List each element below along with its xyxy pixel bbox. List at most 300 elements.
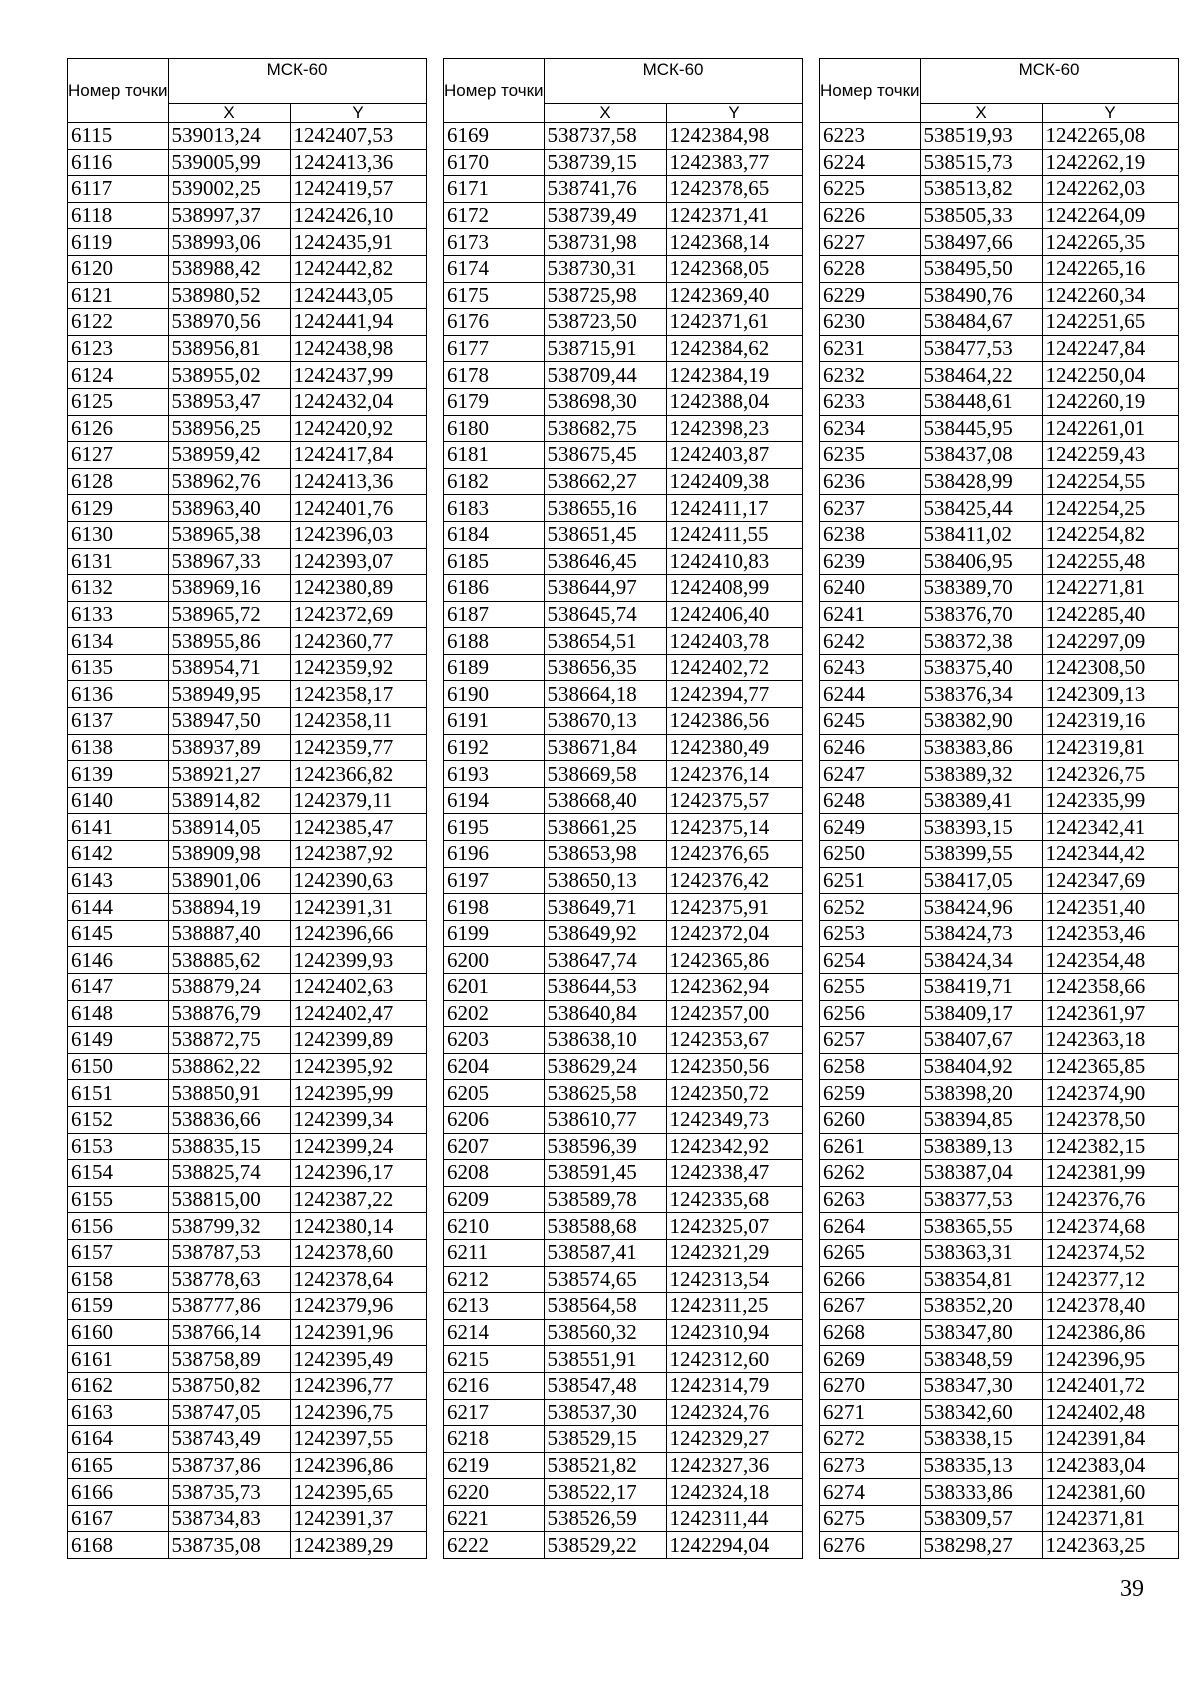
x-coordinate-cell: 538885,62 (168, 947, 290, 974)
y-coordinate-cell: 1242365,86 (666, 947, 802, 974)
point-number-cell: 6171 (444, 176, 545, 203)
y-coordinate-cell: 1242366,82 (290, 761, 426, 788)
y-coordinate-cell: 1242319,81 (1042, 734, 1178, 761)
table-row (444, 1399, 803, 1426)
x-coordinate-cell: 538298,27 (920, 1532, 1042, 1559)
table-row (444, 495, 803, 522)
table-row (68, 1372, 427, 1399)
table-row (820, 1505, 1179, 1532)
table-row (444, 149, 803, 176)
y-coordinate-cell: 1242391,31 (290, 894, 426, 921)
table-row (444, 894, 803, 921)
x-coordinate-cell: 538750,82 (168, 1372, 290, 1399)
x-coordinate-cell: 538363,31 (920, 1239, 1042, 1266)
x-coordinate-cell: 538872,75 (168, 1027, 290, 1054)
table-row (68, 1505, 427, 1532)
y-coordinate-cell: 1242262,03 (1042, 176, 1178, 203)
x-coordinate-cell: 538644,53 (544, 974, 666, 1001)
y-coordinate-cell: 1242386,86 (1042, 1319, 1178, 1346)
x-coordinate-cell: 538411,02 (920, 521, 1042, 548)
point-number-cell: 6158 (68, 1266, 169, 1293)
y-coordinate-cell: 1242271,81 (1042, 575, 1178, 602)
x-coordinate-cell: 538862,22 (168, 1053, 290, 1080)
x-coordinate-cell: 538389,13 (920, 1133, 1042, 1160)
x-coordinate-cell: 538342,60 (920, 1399, 1042, 1426)
y-coordinate-cell: 1242372,04 (666, 920, 802, 947)
y-coordinate-cell: 1242376,14 (666, 761, 802, 788)
table-row (820, 1293, 1179, 1320)
point-number-cell: 6262 (820, 1160, 921, 1187)
y-coordinate-cell: 1242402,48 (1042, 1399, 1178, 1426)
y-coordinate-cell: 1242321,29 (666, 1239, 802, 1266)
table-row (444, 123, 803, 150)
y-coordinate-cell: 1242347,69 (1042, 867, 1178, 894)
x-coordinate-cell: 538654,51 (544, 628, 666, 655)
point-number-cell: 6179 (444, 388, 545, 415)
x-coordinate-cell: 538747,05 (168, 1399, 290, 1426)
x-coordinate-cell: 538547,48 (544, 1372, 666, 1399)
point-number-cell: 6123 (68, 335, 169, 362)
point-number-cell: 6148 (68, 1000, 169, 1027)
point-number-cell: 6251 (820, 867, 921, 894)
x-coordinate-cell: 538962,76 (168, 468, 290, 495)
point-number-cell: 6189 (444, 654, 545, 681)
y-coordinate-cell: 1242410,83 (666, 548, 802, 575)
y-coordinate-cell: 1242368,05 (666, 255, 802, 282)
y-coordinate-cell: 1242365,85 (1042, 1053, 1178, 1080)
x-coordinate-cell: 538537,30 (544, 1399, 666, 1426)
point-number-cell: 6155 (68, 1186, 169, 1213)
y-coordinate-cell: 1242329,27 (666, 1426, 802, 1453)
table-row (444, 708, 803, 735)
point-number-cell: 6139 (68, 761, 169, 788)
table-row (820, 1479, 1179, 1506)
x-coordinate-cell: 538670,13 (544, 708, 666, 735)
point-number-cell: 6241 (820, 601, 921, 628)
table-row (444, 681, 803, 708)
y-coordinate-cell: 1242371,81 (1042, 1505, 1178, 1532)
table-row (820, 1399, 1179, 1426)
table-row (820, 255, 1179, 282)
point-number-cell: 6234 (820, 415, 921, 442)
point-number-cell: 6129 (68, 495, 169, 522)
table-row (444, 255, 803, 282)
table-row (444, 1293, 803, 1320)
table-row (68, 654, 427, 681)
point-number-cell: 6219 (444, 1452, 545, 1479)
y-coordinate-cell: 1242375,91 (666, 894, 802, 921)
point-number-cell: 6255 (820, 974, 921, 1001)
x-coordinate-cell: 538404,92 (920, 1053, 1042, 1080)
table-row (444, 362, 803, 389)
x-coordinate-cell: 538409,17 (920, 1000, 1042, 1027)
point-number-cell: 6261 (820, 1133, 921, 1160)
point-number-cell: 6125 (68, 388, 169, 415)
table-row (68, 734, 427, 761)
y-coordinate-cell: 1242384,62 (666, 335, 802, 362)
y-coordinate-cell: 1242396,75 (290, 1399, 426, 1426)
x-coordinate-cell: 538894,19 (168, 894, 290, 921)
y-coordinate-cell: 1242376,42 (666, 867, 802, 894)
x-coordinate-cell: 538521,82 (544, 1452, 666, 1479)
y-coordinate-cell: 1242363,25 (1042, 1532, 1178, 1559)
table-row (820, 1106, 1179, 1133)
table-row (444, 1186, 803, 1213)
table-row (820, 734, 1179, 761)
point-number-cell: 6142 (68, 841, 169, 868)
table-row (820, 814, 1179, 841)
point-number-cell: 6144 (68, 894, 169, 921)
y-coordinate-cell: 1242441,94 (290, 309, 426, 336)
table-row (68, 176, 427, 203)
coordinate-system-header: МСК-60 (544, 59, 802, 104)
y-coordinate-cell: 1242353,46 (1042, 920, 1178, 947)
table-row (820, 628, 1179, 655)
table-row (820, 468, 1179, 495)
point-number-cell: 6181 (444, 442, 545, 469)
y-header: Y (290, 104, 426, 123)
y-coordinate-cell: 1242380,49 (666, 734, 802, 761)
y-coordinate-cell: 1242359,77 (290, 734, 426, 761)
x-coordinate-cell: 538937,89 (168, 734, 290, 761)
point-number-cell: 6153 (68, 1133, 169, 1160)
x-coordinate-cell: 538629,24 (544, 1053, 666, 1080)
table-row (444, 734, 803, 761)
point-number-cell: 6173 (444, 229, 545, 256)
point-number-cell: 6128 (68, 468, 169, 495)
y-coordinate-cell: 1242413,36 (290, 468, 426, 495)
y-coordinate-cell: 1242399,24 (290, 1133, 426, 1160)
table-row (444, 442, 803, 469)
table-row (68, 1346, 427, 1373)
y-coordinate-cell: 1242396,66 (290, 920, 426, 947)
point-number-cell: 6164 (68, 1426, 169, 1453)
y-coordinate-cell: 1242363,18 (1042, 1027, 1178, 1054)
table-row (820, 1213, 1179, 1240)
y-coordinate-cell: 1242377,12 (1042, 1266, 1178, 1293)
x-coordinate-cell: 538490,76 (920, 282, 1042, 309)
point-number-cell: 6208 (444, 1160, 545, 1187)
x-coordinate-cell: 538625,58 (544, 1080, 666, 1107)
y-coordinate-cell: 1242251,65 (1042, 309, 1178, 336)
table-row (68, 628, 427, 655)
x-coordinate-cell: 538956,25 (168, 415, 290, 442)
point-number-cell: 6116 (68, 149, 169, 176)
table-row (444, 1505, 803, 1532)
x-header: X (544, 104, 666, 123)
y-coordinate-cell: 1242342,92 (666, 1133, 802, 1160)
y-coordinate-cell: 1242360,77 (290, 628, 426, 655)
x-header: X (168, 104, 290, 123)
coordinate-system-header: МСК-60 (168, 59, 426, 104)
point-number-cell: 6201 (444, 974, 545, 1001)
y-coordinate-cell: 1242378,50 (1042, 1106, 1178, 1133)
x-coordinate-cell: 538428,99 (920, 468, 1042, 495)
point-number-cell: 6259 (820, 1080, 921, 1107)
y-coordinate-cell: 1242383,04 (1042, 1452, 1178, 1479)
x-coordinate-cell: 538347,30 (920, 1372, 1042, 1399)
x-coordinate-cell: 538815,00 (168, 1186, 290, 1213)
table-row (68, 1053, 427, 1080)
table-row (820, 1319, 1179, 1346)
point-number-cell: 6197 (444, 867, 545, 894)
x-coordinate-cell: 538638,10 (544, 1027, 666, 1054)
x-coordinate-cell: 539013,24 (168, 123, 290, 150)
y-coordinate-cell: 1242396,17 (290, 1160, 426, 1187)
table-row (820, 176, 1179, 203)
point-number-cell: 6137 (68, 708, 169, 735)
x-coordinate-cell: 538650,13 (544, 867, 666, 894)
table-row (444, 1239, 803, 1266)
x-coordinate-cell: 538955,02 (168, 362, 290, 389)
point-number-cell: 6246 (820, 734, 921, 761)
y-coordinate-cell: 1242378,65 (666, 176, 802, 203)
table-row (820, 920, 1179, 947)
table-row (820, 894, 1179, 921)
y-coordinate-cell: 1242396,86 (290, 1452, 426, 1479)
table-row (444, 814, 803, 841)
table-row (820, 601, 1179, 628)
y-coordinate-cell: 1242394,77 (666, 681, 802, 708)
x-coordinate-cell: 538662,27 (544, 468, 666, 495)
y-coordinate-cell: 1242389,29 (290, 1532, 426, 1559)
point-number-cell: 6256 (820, 1000, 921, 1027)
table-row (68, 1426, 427, 1453)
y-header: Y (666, 104, 802, 123)
y-coordinate-cell: 1242435,91 (290, 229, 426, 256)
point-number-cell: 6206 (444, 1106, 545, 1133)
table-row (820, 947, 1179, 974)
x-coordinate-cell: 538497,66 (920, 229, 1042, 256)
point-number-cell: 6152 (68, 1106, 169, 1133)
point-number-cell: 6265 (820, 1239, 921, 1266)
y-coordinate-cell: 1242401,76 (290, 495, 426, 522)
table-row (820, 1532, 1179, 1559)
y-coordinate-cell: 1242308,50 (1042, 654, 1178, 681)
table-row (820, 1266, 1179, 1293)
table-row (444, 947, 803, 974)
table-row (444, 1372, 803, 1399)
x-coordinate-cell: 538921,27 (168, 761, 290, 788)
point-number-cell: 6210 (444, 1213, 545, 1240)
table-row (820, 654, 1179, 681)
table-row (68, 841, 427, 868)
point-number-cell: 6227 (820, 229, 921, 256)
table-row (444, 654, 803, 681)
x-coordinate-cell: 538731,98 (544, 229, 666, 256)
point-number-cell: 6214 (444, 1319, 545, 1346)
y-coordinate-cell: 1242313,54 (666, 1266, 802, 1293)
table-row (820, 1000, 1179, 1027)
table-row (68, 814, 427, 841)
x-coordinate-cell: 538564,58 (544, 1293, 666, 1320)
table-row (444, 1027, 803, 1054)
x-coordinate-cell: 538969,16 (168, 575, 290, 602)
table-row (820, 708, 1179, 735)
x-coordinate-cell: 538664,18 (544, 681, 666, 708)
y-coordinate-cell: 1242311,44 (666, 1505, 802, 1532)
point-number-cell: 6117 (68, 176, 169, 203)
y-coordinate-cell: 1242350,56 (666, 1053, 802, 1080)
point-number-cell: 6213 (444, 1293, 545, 1320)
point-number-cell: 6136 (68, 681, 169, 708)
x-coordinate-cell: 538389,41 (920, 787, 1042, 814)
x-coordinate-cell: 538836,66 (168, 1106, 290, 1133)
point-number-cell: 6143 (68, 867, 169, 894)
table-row (820, 495, 1179, 522)
table-row (68, 415, 427, 442)
x-coordinate-cell: 538997,37 (168, 202, 290, 229)
x-coordinate-cell: 538515,73 (920, 149, 1042, 176)
x-coordinate-cell: 538376,70 (920, 601, 1042, 628)
y-coordinate-cell: 1242250,04 (1042, 362, 1178, 389)
y-coordinate-cell: 1242399,93 (290, 947, 426, 974)
table-row (820, 1133, 1179, 1160)
x-coordinate-cell: 538352,20 (920, 1293, 1042, 1320)
x-coordinate-cell: 538551,91 (544, 1346, 666, 1373)
y-coordinate-cell: 1242312,60 (666, 1346, 802, 1373)
y-coordinate-cell: 1242342,41 (1042, 814, 1178, 841)
point-number-cell: 6121 (68, 282, 169, 309)
y-coordinate-cell: 1242380,89 (290, 575, 426, 602)
x-coordinate-cell: 538835,15 (168, 1133, 290, 1160)
table-row (68, 761, 427, 788)
y-coordinate-cell: 1242376,76 (1042, 1186, 1178, 1213)
table-row (68, 1319, 427, 1346)
y-coordinate-cell: 1242260,34 (1042, 282, 1178, 309)
table-row (68, 1106, 427, 1133)
point-number-cell: 6183 (444, 495, 545, 522)
x-coordinate-cell: 538947,50 (168, 708, 290, 735)
table-row (444, 1053, 803, 1080)
table-row (444, 628, 803, 655)
y-coordinate-cell: 1242396,03 (290, 521, 426, 548)
x-coordinate-cell: 538647,74 (544, 947, 666, 974)
table-row (820, 388, 1179, 415)
table-row (820, 1426, 1179, 1453)
table-row (444, 1532, 803, 1559)
table-row (444, 388, 803, 415)
page-number: 39 (1120, 1576, 1144, 1602)
y-coordinate-cell: 1242372,69 (290, 601, 426, 628)
point-number-cell: 6156 (68, 1213, 169, 1240)
y-coordinate-cell: 1242403,87 (666, 442, 802, 469)
point-number-cell: 6132 (68, 575, 169, 602)
x-coordinate-cell: 539005,99 (168, 149, 290, 176)
y-coordinate-cell: 1242254,25 (1042, 495, 1178, 522)
y-coordinate-cell: 1242384,19 (666, 362, 802, 389)
x-coordinate-cell: 538993,06 (168, 229, 290, 256)
table-row (444, 309, 803, 336)
point-number-cell: 6253 (820, 920, 921, 947)
y-coordinate-cell: 1242374,52 (1042, 1239, 1178, 1266)
y-coordinate-cell: 1242379,96 (290, 1293, 426, 1320)
y-coordinate-cell: 1242407,53 (290, 123, 426, 150)
x-coordinate-cell: 538909,98 (168, 841, 290, 868)
y-coordinate-cell: 1242265,35 (1042, 229, 1178, 256)
y-coordinate-cell: 1242259,43 (1042, 442, 1178, 469)
point-number-cell: 6174 (444, 255, 545, 282)
x-coordinate-cell: 538970,56 (168, 309, 290, 336)
point-number-cell: 6170 (444, 149, 545, 176)
table-row (444, 1452, 803, 1479)
table-row (444, 468, 803, 495)
y-coordinate-cell: 1242408,99 (666, 575, 802, 602)
table-row (444, 202, 803, 229)
point-number-cell: 6249 (820, 814, 921, 841)
x-coordinate-cell: 538526,59 (544, 1505, 666, 1532)
table-row (68, 708, 427, 735)
table-row (444, 521, 803, 548)
y-coordinate-cell: 1242324,18 (666, 1479, 802, 1506)
table-row (444, 787, 803, 814)
x-coordinate-cell: 538348,59 (920, 1346, 1042, 1373)
point-number-cell: 6237 (820, 495, 921, 522)
point-number-cell: 6223 (820, 123, 921, 150)
table-row (68, 1186, 427, 1213)
point-number-cell: 6239 (820, 548, 921, 575)
y-coordinate-cell: 1242261,01 (1042, 415, 1178, 442)
y-coordinate-cell: 1242371,41 (666, 202, 802, 229)
y-coordinate-cell: 1242438,98 (290, 335, 426, 362)
table-row (68, 867, 427, 894)
x-coordinate-cell: 538949,95 (168, 681, 290, 708)
table-row (820, 1372, 1179, 1399)
table-row (68, 442, 427, 469)
x-coordinate-cell: 538743,49 (168, 1426, 290, 1453)
y-coordinate-cell: 1242419,57 (290, 176, 426, 203)
x-coordinate-cell: 538682,75 (544, 415, 666, 442)
x-coordinate-cell: 538879,24 (168, 974, 290, 1001)
x-coordinate-cell: 538560,32 (544, 1319, 666, 1346)
x-coordinate-cell: 538529,15 (544, 1426, 666, 1453)
point-number-cell: 6131 (68, 548, 169, 575)
y-coordinate-cell: 1242390,63 (290, 867, 426, 894)
table-body (444, 123, 803, 1559)
y-coordinate-cell: 1242311,25 (666, 1293, 802, 1320)
point-number-cell: 6159 (68, 1293, 169, 1320)
x-coordinate-cell: 538876,79 (168, 1000, 290, 1027)
x-coordinate-cell: 538758,89 (168, 1346, 290, 1373)
table-row (820, 867, 1179, 894)
point-number-cell: 6248 (820, 787, 921, 814)
point-number-header: Номер точки (68, 59, 169, 123)
x-coordinate-cell: 538588,68 (544, 1213, 666, 1240)
point-number-cell: 6147 (68, 974, 169, 1001)
x-coordinate-cell: 538967,33 (168, 548, 290, 575)
x-coordinate-cell: 538484,67 (920, 309, 1042, 336)
y-coordinate-cell: 1242399,34 (290, 1106, 426, 1133)
x-coordinate-cell: 538739,49 (544, 202, 666, 229)
table-row (68, 149, 427, 176)
y-coordinate-cell: 1242375,57 (666, 787, 802, 814)
x-coordinate-cell: 538309,57 (920, 1505, 1042, 1532)
y-coordinate-cell: 1242391,37 (290, 1505, 426, 1532)
point-number-cell: 6166 (68, 1479, 169, 1506)
coordinate-system-header: МСК-60 (920, 59, 1178, 104)
point-number-cell: 6168 (68, 1532, 169, 1559)
point-number-cell: 6235 (820, 442, 921, 469)
table-row (820, 1452, 1179, 1479)
x-coordinate-cell: 538522,17 (544, 1479, 666, 1506)
point-number-cell: 6231 (820, 335, 921, 362)
point-number-cell: 6276 (820, 1532, 921, 1559)
x-coordinate-cell: 538914,82 (168, 787, 290, 814)
x-coordinate-cell: 538333,86 (920, 1479, 1042, 1506)
y-coordinate-cell: 1242403,78 (666, 628, 802, 655)
x-coordinate-cell: 538591,45 (544, 1160, 666, 1187)
x-coordinate-cell: 538424,34 (920, 947, 1042, 974)
